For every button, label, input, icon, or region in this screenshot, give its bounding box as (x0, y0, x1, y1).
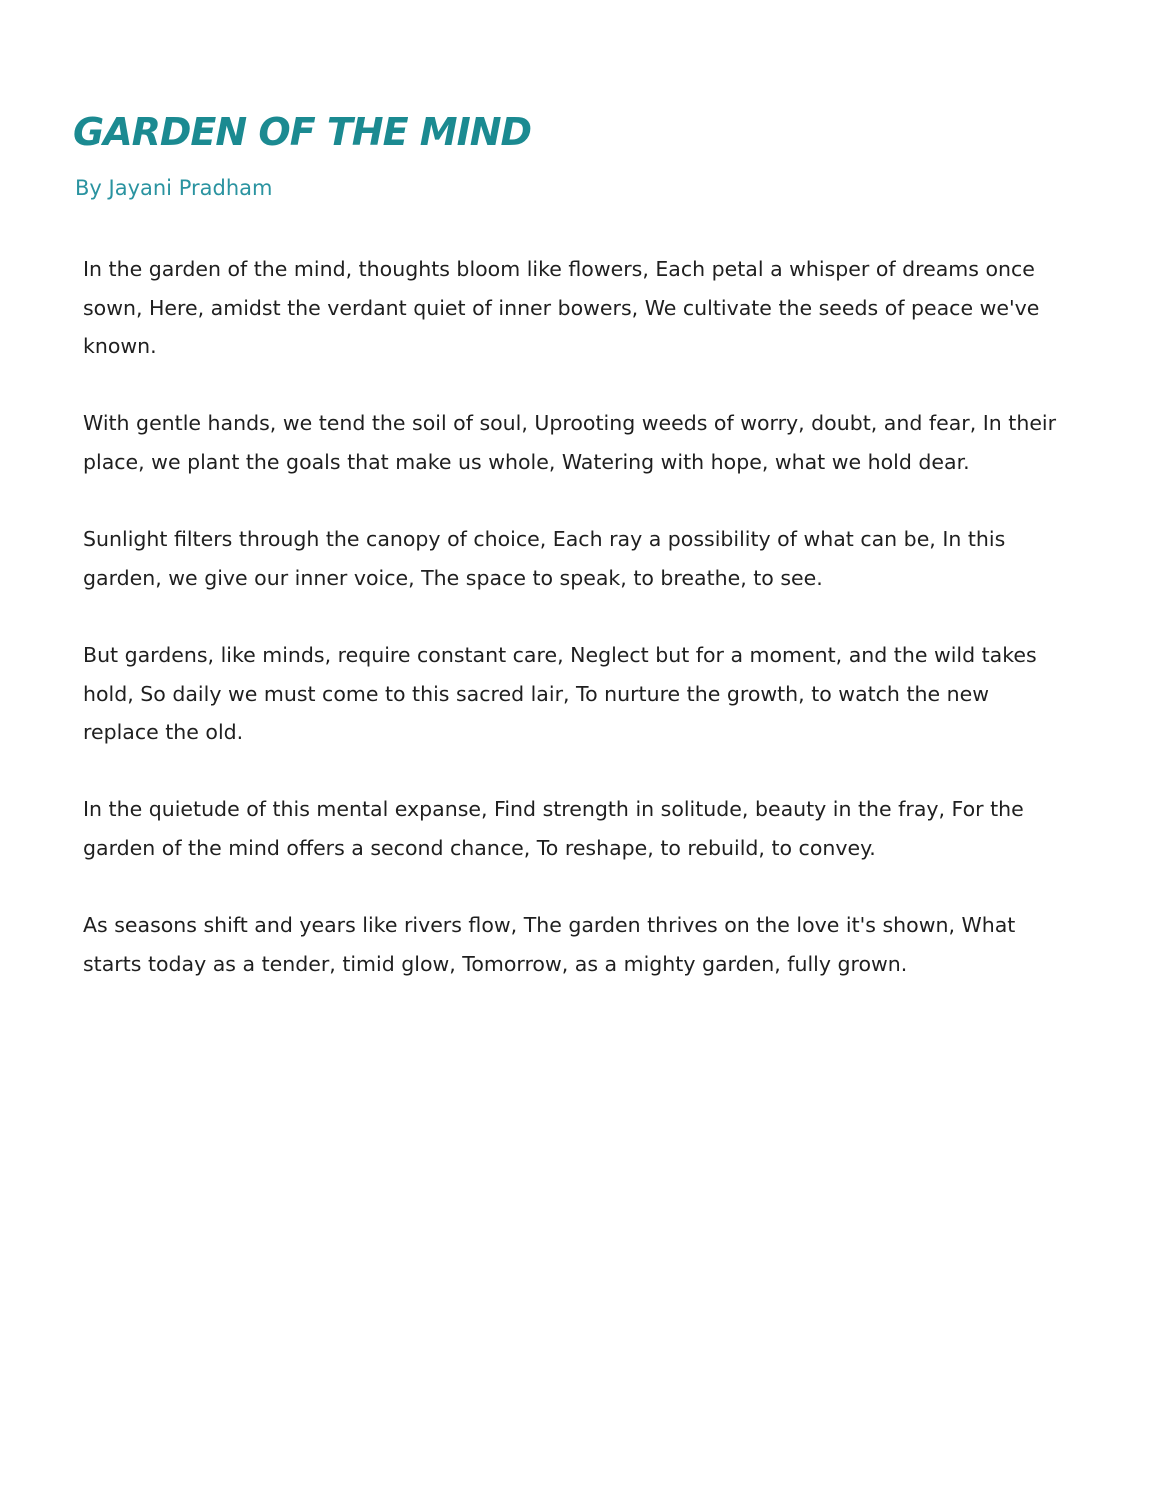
poem-byline: By Jayani Pradham (75, 176, 273, 200)
stanza-3: Sunlight filters through the canopy of choice, Each ray a possibility of what can be, In this garden, we give our inner voice, The space to speak, to breathe, to see. (83, 527, 1006, 590)
stanza-5: In the quietude of this mental expanse, Find strength in solitude, beauty in the fray, For the garden of the mind offers a second chance, To reshape, to rebuild, to convey. (83, 797, 1024, 860)
poem-title: GARDEN OF THE MIND (73, 110, 532, 154)
stanza-2: With gentle hands, we tend the soil of soul, Uprooting weeds of worry, doubt, and fear, In their place, we plant the goals that make us whole, Watering with hope, what we hold dear. (83, 411, 1057, 474)
stanza-1: In the garden of the mind, thoughts bloom like flowers, Each petal a whisper of dreams once sown, Here, amidst the verdant quiet of inner bowers, We cultivate the seeds of peace we've known. (83, 257, 1040, 359)
stanza-6: As seasons shift and years like rivers flow, The garden thrives on the love it's shown, What starts today as a tender, timid glow, Tomorrow, as a mighty garden, fully grown. (83, 913, 1016, 976)
poem-body (83, 250, 1063, 1022)
stanza-4: But gardens, like minds, require constant care, Neglect but for a moment, and the wild takes hold, So daily we must come to this sacred lair, To nurture the growth, to watch the new replace the old. (83, 642, 1037, 745)
